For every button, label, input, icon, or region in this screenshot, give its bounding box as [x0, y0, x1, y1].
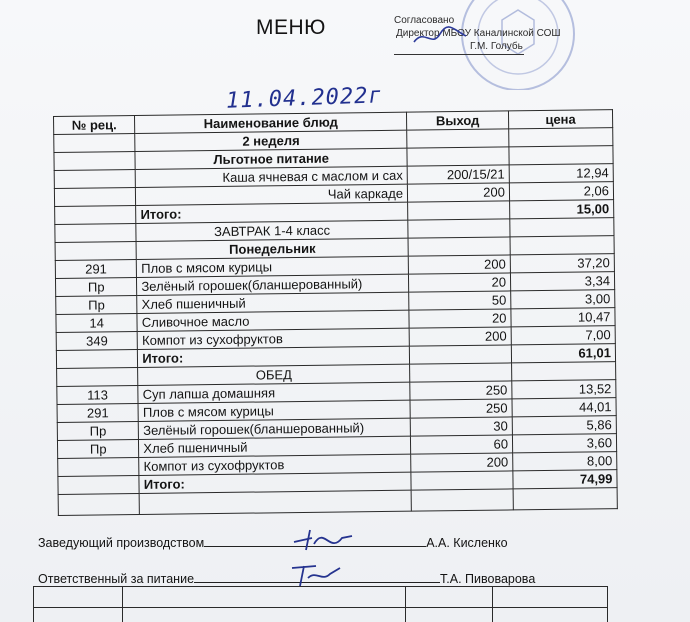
- total-value: 74,99: [513, 470, 617, 489]
- table-row: Пр Хлеб пшеничный 60 3,60: [57, 434, 616, 459]
- dish-name: Компот из сухофруктов: [139, 454, 411, 475]
- dish-name: Зелёный горошек(бланшерованный): [137, 274, 409, 295]
- section-lgot: Льготное питание: [135, 148, 407, 169]
- empty-row: [34, 608, 608, 622]
- col-price: цена: [508, 110, 612, 129]
- approval-director: Директор МБОУ Каналинской СОШ: [396, 28, 561, 39]
- dish-name: Каша ячневая с маслом и сах: [135, 166, 407, 187]
- dish-name: Хлеб пшеничный: [139, 436, 411, 457]
- lunch-label: ОБЕД: [138, 364, 410, 385]
- total-label: Итого:: [139, 472, 411, 493]
- dish-name: Плов с мясом курицы: [137, 256, 409, 277]
- col-recipe: № рец.: [54, 116, 136, 135]
- page-title: МЕНЮ: [256, 16, 326, 39]
- dish-name: Плов с мясом курицы: [138, 400, 410, 421]
- total-label: Итого:: [136, 202, 408, 223]
- dish-price: 12,94: [509, 164, 613, 183]
- dish-name: Суп лапша домашняя: [138, 382, 410, 403]
- production-signature-icon: [290, 524, 356, 554]
- table-row: 291 Плов с мясом курицы 250 44,01: [57, 398, 616, 423]
- handwritten-date: 11.04.2022г: [225, 83, 384, 114]
- week-label: 2 неделя: [135, 130, 407, 151]
- total-value: 15,00: [510, 200, 614, 219]
- dish-name: Зелёный горошек(бланшерованный): [139, 418, 411, 439]
- day-label: Понедельник: [136, 238, 408, 259]
- col-output: Выход: [407, 111, 509, 130]
- approval-heading: Согласовано: [394, 15, 455, 26]
- table-row: 14 Сливочное масло 20 10,47: [56, 308, 615, 333]
- production-signature-row: [38, 536, 508, 550]
- approval-signature-line: [394, 54, 524, 55]
- nutrition-label: Ответственный за питание: [38, 572, 195, 586]
- empty-row: [34, 587, 608, 608]
- dish-price: 2,06: [509, 182, 613, 201]
- table-row: Пр Зелёный горошек(бланшерованный) 20 3,34: [55, 272, 614, 297]
- table-row: Компот из сухофруктов 200 8,00: [58, 452, 617, 477]
- col-dish: Наименование блюд: [135, 112, 407, 133]
- table-row: 113 Суп лапша домашняя 250 13,52: [57, 380, 616, 405]
- dish-name: Чай каркаде: [136, 184, 408, 205]
- dish-output: 200: [407, 183, 509, 202]
- breakfast-label: ЗАВТРАК 1-4 класс: [136, 220, 408, 241]
- table-row: 349 Компот из сухофруктов 200 7,00: [56, 326, 615, 351]
- total-value: 61,01: [511, 344, 615, 363]
- director-signature-icon: [410, 22, 470, 52]
- dish-output: 200/15/21: [407, 165, 509, 184]
- dish-name: Хлеб пшеничный: [137, 292, 409, 313]
- production-label: Заведующий производством: [38, 536, 205, 550]
- bottom-empty-table: [33, 586, 608, 622]
- table-row: Пр Хлеб пшеничный 50 3,00: [56, 290, 615, 315]
- menu-table: [53, 109, 618, 516]
- table-row: 291 Плов с мясом курицы 200 37,20: [55, 254, 614, 279]
- total-label: Итого:: [138, 346, 410, 367]
- dish-name: Компот из сухофруктов: [137, 328, 409, 349]
- nutrition-name: Т.А. Пивоварова: [440, 572, 536, 586]
- approval-name: Г.М. Голубь: [470, 41, 523, 52]
- table-row: Пр Зелёный горошек(бланшерованный) 30 5,86: [57, 416, 616, 441]
- production-name: А.А. Кисленко: [426, 536, 508, 550]
- dish-name: Сливочное масло: [137, 310, 409, 331]
